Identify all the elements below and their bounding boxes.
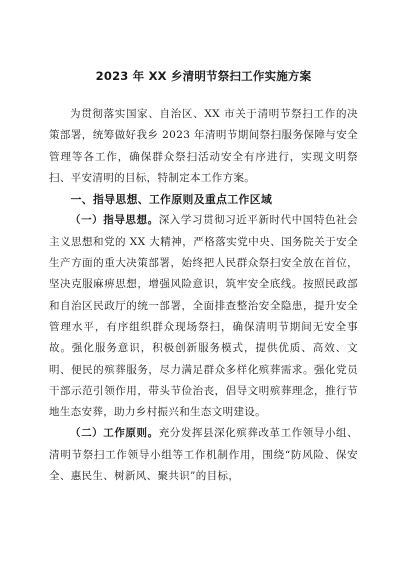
document-title: 2023 年 XX 乡清明节祭扫工作实施方案 [95, 69, 312, 83]
intro-paragraph: 为贯彻落实国家、自治区、XX 市关于清明节祭扫工作的决策部署，统筹做好我乡 2023 年清明节期间祭扫服务保障与安全管理等各工作，确保群众祭扫活动安全有序进行，实现文明祭扫、平安清明的目标，特制定本工作方案。 [49, 108, 358, 184]
subsection-heading-1: （一）指导思想。 [70, 214, 159, 227]
guiding-ideology-paragraph [49, 210, 358, 423]
guiding-ideology-text: 深入学习贯彻习近平新时代中国特色社会主义思想和党的 XX 大精神，严格落实党中央、国务院关于安全生产方面的重大决策部署，始终把人民群众祭扫安全放在首位，坚决克服麻痹思想，增强风险意识，筑牢安全底线。按照民政部和自治区民政厅的统一部署，全面排查整治安全隐患，提升安全管理水平，有序组织群众现场祭扫，确保清明节期间无安全事故。强化服务意识，积极创新服务模式，提供优质、高效、文明、便民的殡葬服务，尽力满足群众多样化殡葬需求。强化党员干部示范引领作用，带头节俭治丧，倡导文明殡葬理念，推行节地生态安葬，助力乡村振兴和生态文明建设。 [49, 214, 358, 419]
section-heading-1: 一、指导思想、工作原则及重点工作区域 [70, 193, 273, 207]
subsection-heading-2: （二）工作原则。 [70, 427, 159, 440]
work-principles-paragraph [49, 423, 358, 487]
work-principles-text: 充分发挥县深化殡葬改革工作领导小组、清明节祭扫工作领导小组等工作机制作用，围绕“防风险、保安全、惠民生、树新风、聚共识”的目标， [49, 427, 358, 483]
